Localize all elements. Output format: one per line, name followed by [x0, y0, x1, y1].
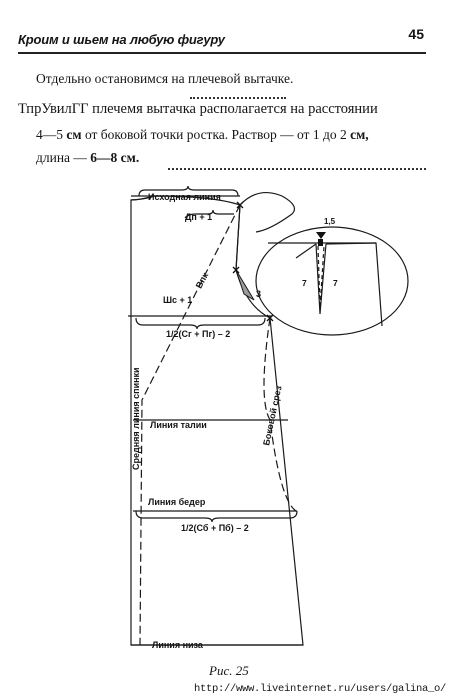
label-chest-formula: 1/2(Сг + Пг) – 2: [166, 329, 231, 339]
shoulder-dart: [316, 244, 326, 314]
paragraph-dart-length: длина — 6—8 см.: [36, 150, 140, 165]
paragraph-dart-position: ТпрУвилГГ плечемя вытачка располагается на расстоянии: [18, 101, 378, 117]
label-dart-width: 1,5: [324, 217, 336, 226]
label-hem-line: Линия низа: [152, 640, 203, 650]
label-center-back: Средняя линия спинки: [131, 367, 141, 470]
book-title: Кроим и шьем на любую фигуру: [18, 32, 225, 47]
paragraph-dart-distance: 4—5 см от боковой точки ростка. Раствор — от 1 до 2 см,: [36, 127, 369, 142]
page-number: 45: [408, 26, 424, 42]
label-hip-formula: 1/2(Сб + Пб) – 2: [181, 523, 249, 533]
label-side-seam: Боковой срез: [261, 384, 284, 447]
paragraph-intro: Отдельно остановимся на плечевой вытачке.: [36, 71, 294, 86]
label-shs: Шс + 1: [163, 295, 193, 305]
label-dart-right: 7: [333, 278, 338, 288]
label-waist-line: Линия талии: [150, 420, 207, 430]
shoulder-inset-link: [240, 193, 294, 232]
label-dart-left: 7: [302, 278, 307, 288]
label-vpk: Впк: [193, 270, 211, 291]
figure-caption: Рис. 25: [209, 663, 249, 678]
label-dp: Дп + 1: [185, 212, 213, 222]
source-watermark: http://www.liveinternet.ru/users/galina_o/: [194, 683, 447, 695]
label-base-line: Исходная линия: [148, 192, 221, 202]
label-num-3: 3: [256, 289, 262, 299]
label-hip-line: Линия бедер: [148, 497, 206, 507]
armhole-dart: [236, 270, 254, 300]
